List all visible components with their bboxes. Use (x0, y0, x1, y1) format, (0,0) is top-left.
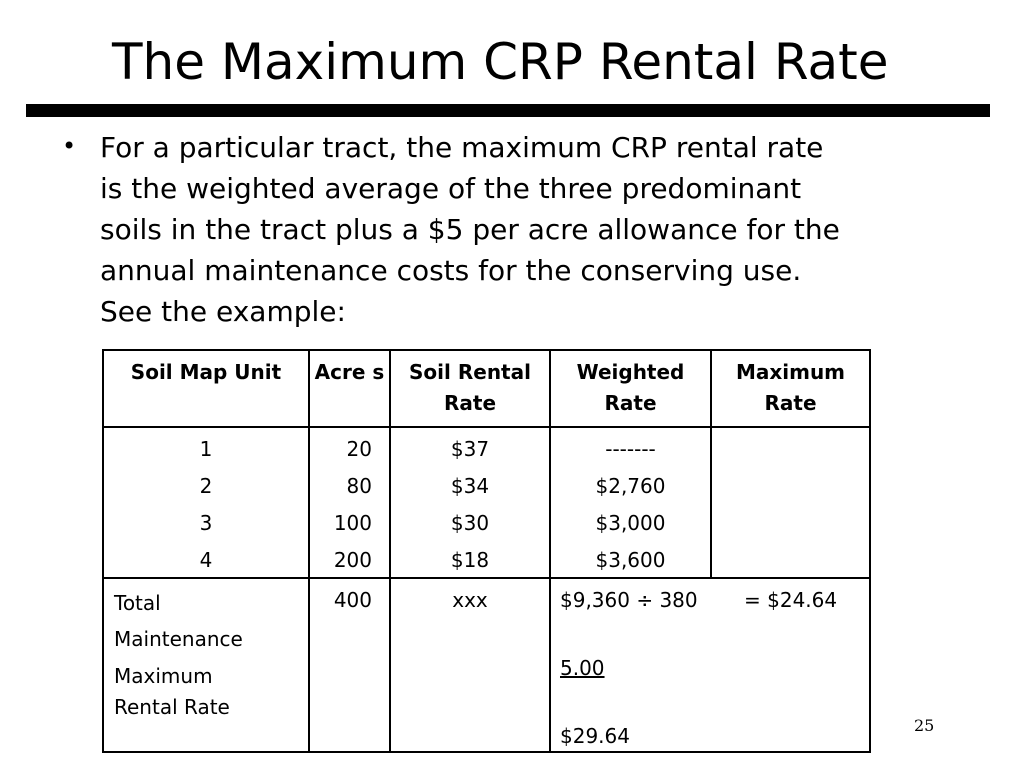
bullet-text: For a particular tract, the maximum CRP rental rate is the weighted average of the three predominant soils in the tract plus a $5 per acre allowance for the annual maintenance costs for the conserving use. See the example: (100, 131, 840, 328)
table-cell: 80 (346, 474, 372, 498)
header-weighted-rate: Weighted Rate (576, 360, 685, 415)
summary-total-acres: 400 (333, 588, 372, 612)
table-cell: 200 (333, 548, 372, 572)
rental-rate-table (102, 349, 871, 753)
table-cell: 20 (346, 437, 372, 461)
table-cell: 100 (333, 511, 372, 535)
page-number: 25 (914, 716, 935, 735)
maintenance-value: 5.00 (560, 656, 605, 680)
table-cell: ------- (605, 437, 656, 461)
soil-unit-column (104, 431, 308, 579)
header-acres: Acre s (314, 360, 385, 384)
table-cell: 2 (199, 474, 213, 498)
calc-expression: $9,360 ÷ 380 (560, 588, 698, 612)
acres-column (310, 431, 372, 579)
title-divider (26, 104, 990, 117)
table-cell: 1 (199, 437, 213, 461)
table-cell: $3,600 (595, 548, 666, 572)
table-cell: $3,000 (595, 511, 666, 535)
row-divider (104, 426, 869, 428)
label-maximum-rental-rate: Maximum Rental Rate (114, 664, 230, 719)
table-cell: $37 (450, 437, 490, 461)
header-maximum-rate: Maximum Rate (735, 360, 846, 415)
label-maintenance: Maintenance (114, 627, 243, 651)
weighted-rate-column (551, 431, 710, 579)
table-cell: 4 (199, 548, 213, 572)
calc-result: = $24.64 (744, 588, 838, 612)
table-cell: $2,760 (595, 474, 666, 498)
header-soil-map-unit: Soil Map Unit (130, 360, 282, 384)
bullet-icon: • (62, 132, 77, 160)
soil-rental-rate-column (391, 431, 549, 579)
table-cell: $30 (450, 511, 490, 535)
header-soil-rental-rate: Soil Rental Rate (409, 360, 531, 415)
table-cell: 3 (199, 511, 213, 535)
label-total: Total (114, 591, 161, 615)
slide-title: The Maximum CRP Rental Rate (112, 33, 889, 91)
summary-labels (114, 585, 304, 723)
table-cell: $34 (450, 474, 490, 498)
summary-rate-placeholder: xxx (452, 588, 488, 612)
maximum-rental-rate-value: $29.64 (560, 724, 630, 748)
table-cell: $18 (450, 548, 490, 572)
